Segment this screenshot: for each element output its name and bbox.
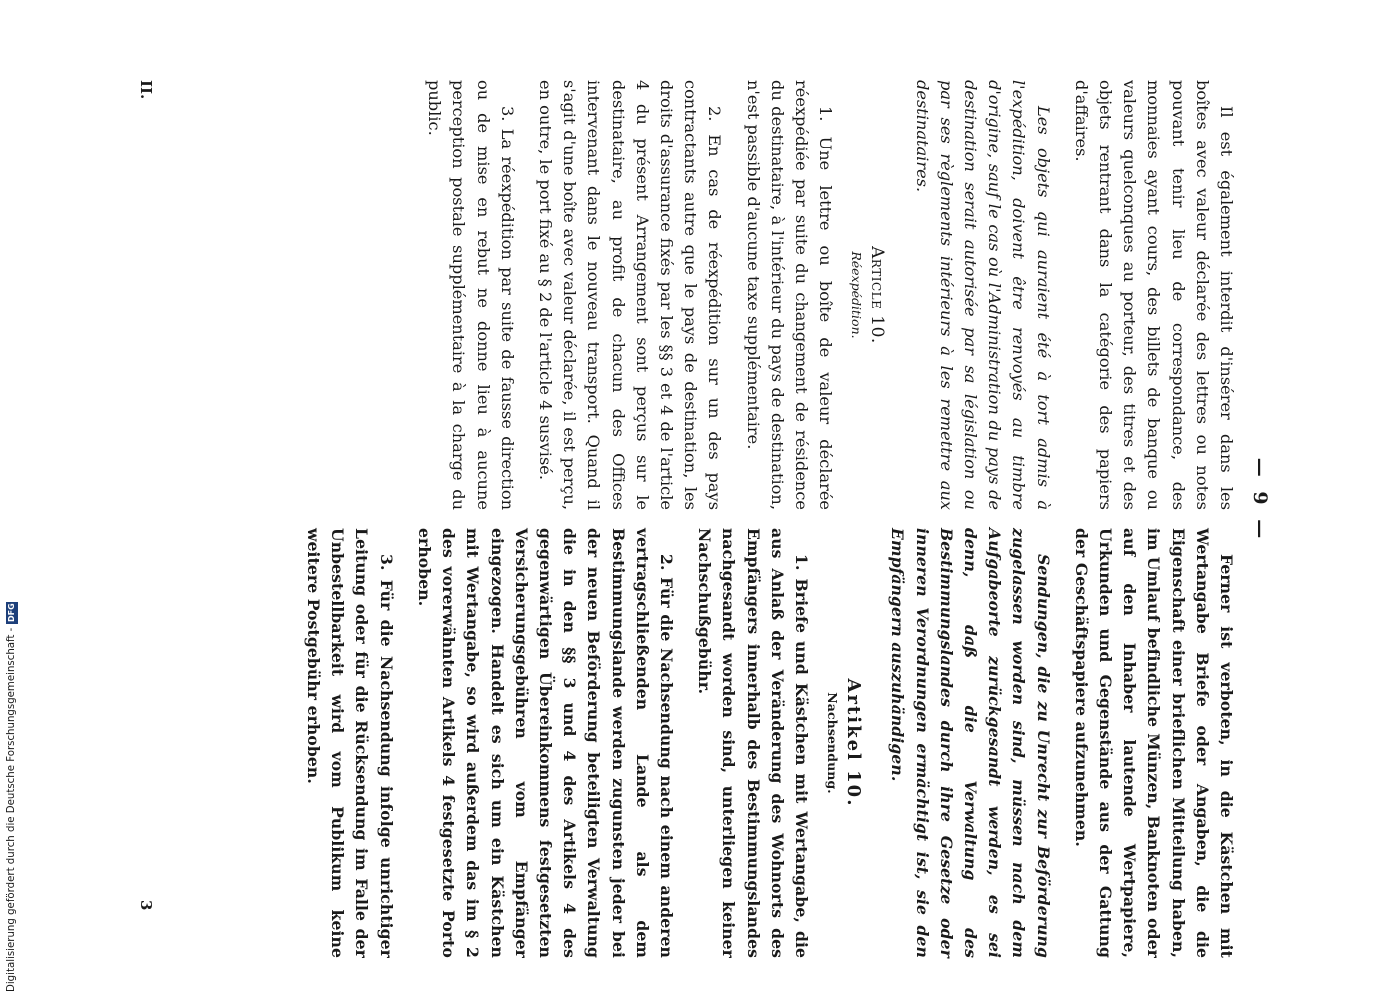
german-column: [301, 528, 1238, 958]
german-italic-paragraph: Sendungen, die zu Unrecht zur Beförderung zugelassen worden sind, müssen nach dem Aufgabeorte zurückgesandt werden, es sei denn, daß die Verwaltung des Bestimmungslandes durch ihre Gesetze oder inneren Verordnungen ermächtigt ist, sie den Empfängern auszuhändigen.: [888, 528, 1053, 958]
page-number: — 9 —: [1249, 457, 1271, 543]
signature-mark-left: II.: [137, 80, 155, 100]
german-article-subtitle: Nachsendung.: [824, 692, 840, 794]
german-intro-paragraph: Ferner ist verboten, in die Kästchen mit Wertangabe Briefe oder Angaben, die die Eigenschaft einer brieflichen Mitteilung haben, im Umlauf befindliche Münzen, Banknoten oder auf den Inhaber lautende Wertpapiere, Urkunden und Gegenstände aus der Gattung der Geschäftspapiere aufzunehmen.: [1071, 528, 1236, 958]
german-article-title: Artikel 10.: [843, 678, 865, 808]
german-paragraph-2: 2. Für die Nachsendung nach einem anderen vertragschließenden Lande als dem Bestimmungslande werden zugunsten jeder bei der neuen Beförderung beteiligten Verwaltung die in den §§ 3 und 4 des Artikels 4 des gegenwärtigen Übereinkommens festgesetzten Versicherungsgebühren vom Empfänger eingezogen. Handelt es sich um ein Kästchen mit Wertangabe, so wird außerdem das im § 2 des vorerwähnten Artikels 4 festgesetzte Porto erhoben.: [414, 528, 676, 958]
french-paragraph-2: 2. En cas de réexpédition sur un des pays contractants autre que le pays de destination, les droits d'assurance fixés par les §§ 3 et 4 de l'article 4 du présent Arrangement sont perçus sur le destinataire, au profit de chacun des Offices intervenant dans le nouveau transport. Quand il s'agit d'une boîte avec valeur déclarée, il est perçu, en outre, le port fixé au § 2 de l'article 4 susvisé.: [535, 80, 725, 510]
credit-text: Digitalisierung gefördert durch die Deutsche Forschungsgemeinschaft -: [6, 627, 17, 992]
german-paragraph-1: 1. Briefe und Kästchen mit Wertangabe, die aus Anlaß der Veränderung des Wohnorts des Empfängers innerhalb des Bestimmungslandes nachgesandt worden sind, unterliegen keiner Nachschußgebühr.: [695, 528, 811, 958]
french-italic-paragraph: Les objets qui auraient été à tort admis à l'expédition, doivent être renvoyés au timbre d'origine, sauf le cas où l'Administration du pays de destination serait autorisée par sa législation ou par ses règlements intérieurs à les remettre aux destinataires.: [912, 80, 1053, 510]
french-article-title: Article 10.: [867, 246, 888, 344]
signature-mark-right: 3: [137, 900, 155, 911]
dfg-logo-icon: DFG: [7, 603, 16, 622]
french-intro-paragraph: Il est également interdit d'insérer dans les boîtes avec valeur déclarée des lettres ou notes pouvant tenir lieu de correspondance, des monnaies ayant cours, des billets de banque ou valeurs quelconques au porteur, des titres et des objets rentrant dans la catégorie des papiers d'affaires.: [1071, 80, 1236, 510]
german-paragraph-3: 3. Für die Nachsendung infolge unrichtiger Leitung oder für die Rücksendung im Falle der Unbestellbarkeit wird vom Publikum keine weitere Postgebühr erhoben.: [304, 528, 396, 958]
french-article-subtitle: Réexpédition.: [849, 251, 865, 339]
french-paragraph-3: 3. La réexpédition par suite de fausse direction ou de mise en rebut ne donne lieu à aucune perception postale supplémentaire à la charge du public.: [425, 80, 517, 510]
french-paragraph-1: 1. Une lettre ou boîte de valeur déclarée réexpédiée par suite du changement de résidence du destinataire, à l'intérieur du pays de destination, n'est passible d'aucune taxe supplémentaire.: [743, 80, 836, 510]
french-column: [422, 80, 1238, 510]
digitization-credit: [2, 0, 22, 992]
